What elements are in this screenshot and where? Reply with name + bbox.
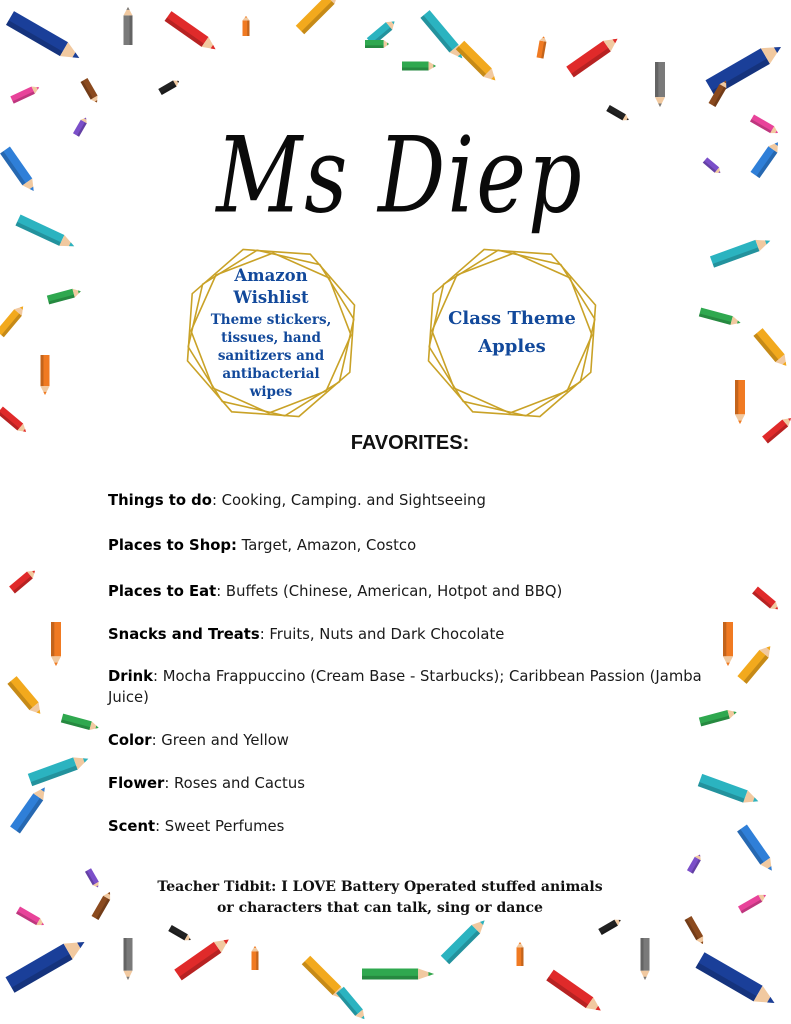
colored-pencil-icon xyxy=(537,36,548,59)
teacher-tidbit xyxy=(100,877,660,919)
colored-pencil-icon xyxy=(752,587,781,613)
colored-pencil-icon xyxy=(73,116,89,137)
favorite-value: : Buffets (Chinese, American, Hotpot and BBQ) xyxy=(216,583,563,600)
colored-pencil-icon xyxy=(243,16,250,36)
favorite-label: Snacks and Treats xyxy=(108,626,260,643)
colored-pencil-icon xyxy=(6,934,89,993)
colored-pencil-icon xyxy=(566,33,621,77)
colored-pencil-icon xyxy=(365,40,389,48)
colored-pencil-icon xyxy=(641,938,650,980)
colored-pencil-icon xyxy=(28,753,91,786)
colored-pencil-icon xyxy=(696,952,779,1011)
colored-pencil-icon xyxy=(15,215,76,252)
colored-pencil-icon xyxy=(10,84,41,104)
colored-pencil-icon xyxy=(124,938,133,980)
favorite-scent xyxy=(108,816,718,837)
favorite-value: : Green and Yellow xyxy=(151,732,289,749)
colored-pencil-icon xyxy=(685,916,707,946)
favorite-value: : Sweet Perfumes xyxy=(155,818,285,835)
colored-pencil-icon xyxy=(252,946,259,970)
colored-pencil-icon xyxy=(7,676,44,717)
colored-pencil-icon xyxy=(753,328,790,369)
colored-pencil-icon xyxy=(168,925,192,943)
colored-pencil-icon xyxy=(441,916,489,964)
favorite-value: Target, Amazon, Costco xyxy=(236,537,417,554)
colored-pencil-icon xyxy=(699,308,742,328)
colored-pencil-icon xyxy=(750,115,780,137)
colored-pencil-icon xyxy=(737,642,774,683)
colored-pencil-icon xyxy=(0,303,27,337)
colored-pencil-icon xyxy=(51,622,61,666)
favorite-label: Drink xyxy=(108,668,154,685)
colored-pencil-icon xyxy=(655,62,665,107)
colored-pencil-icon xyxy=(85,868,101,889)
favorite-flower xyxy=(108,773,718,794)
colored-pencil-icon xyxy=(606,105,630,123)
amazon-wishlist-badge xyxy=(176,238,366,428)
colored-pencil-icon xyxy=(158,78,181,95)
favorite-value: : Fruits, Nuts and Dark Chocolate xyxy=(259,626,505,643)
favorite-snacks-and-treats xyxy=(108,624,718,645)
favorite-places-to-eat xyxy=(108,581,718,602)
page-title: Ms Diep xyxy=(216,113,584,237)
favorite-color xyxy=(108,730,718,751)
favorite-value: : Cooking, Camping. and Sightseeing xyxy=(211,492,486,509)
class-theme-badge xyxy=(417,238,607,428)
colored-pencil-icon xyxy=(706,39,786,96)
wishlist-title: Amazon Wishlist xyxy=(233,266,309,307)
colored-pencil-icon xyxy=(517,942,524,966)
favorites-heading: FAVORITES: xyxy=(350,432,470,454)
colored-pencil-icon xyxy=(699,708,738,727)
colored-pencil-icon xyxy=(174,934,232,980)
favorite-label: Places to Shop: xyxy=(108,537,237,554)
colored-pencil-icon xyxy=(124,7,133,45)
colored-pencil-icon xyxy=(738,892,768,914)
colored-pencil-icon xyxy=(723,622,733,666)
colored-pencil-icon xyxy=(165,11,219,54)
favorite-label: Flower xyxy=(108,775,165,792)
wishlist-items: Theme stickers, tissues, hand sanitizers and antibacterial wipes xyxy=(210,312,332,400)
colored-pencil-icon xyxy=(9,567,38,593)
colored-pencil-icon xyxy=(6,11,83,65)
colored-pencil-icon xyxy=(420,10,466,62)
favorite-drink xyxy=(108,666,718,708)
colored-pencil-icon xyxy=(61,714,100,733)
colored-pencil-icon xyxy=(362,969,434,980)
favorite-places-to-shop xyxy=(108,535,718,556)
favorite-label: Things to do xyxy=(108,492,212,509)
colored-pencil-icon xyxy=(703,157,723,175)
colored-pencil-icon xyxy=(598,917,622,935)
colored-pencil-icon xyxy=(687,853,703,874)
colored-pencil-icon xyxy=(16,907,46,929)
favorite-things-to-do xyxy=(108,490,718,511)
favorite-value: : Roses and Cactus xyxy=(164,775,305,792)
class-theme-title: Class Theme Apples xyxy=(448,308,576,357)
colored-pencil-icon xyxy=(750,139,782,178)
colored-pencil-icon xyxy=(81,78,101,105)
favorite-label: Color xyxy=(108,732,152,749)
colored-pencil-icon xyxy=(296,0,343,34)
colored-pencil-icon xyxy=(41,355,50,395)
favorite-label: Places to Eat xyxy=(108,583,217,600)
colored-pencil-icon xyxy=(737,825,777,874)
colored-pencil-icon xyxy=(546,970,604,1016)
colored-pencil-icon xyxy=(0,147,39,195)
favorite-value: : Mocha Frappuccino (Cream Base - Starbucks); Caribbean Passion (Jamba Juice) xyxy=(108,668,702,706)
colored-pencil-icon xyxy=(10,784,50,833)
favorite-label: Scent xyxy=(108,818,156,835)
colored-pencil-icon xyxy=(0,407,29,436)
tidbit-line-2: or characters that can talk, sing or dance xyxy=(217,900,543,916)
colored-pencil-icon xyxy=(402,62,436,71)
colored-pencil-icon xyxy=(336,987,368,1023)
colored-pencil-icon xyxy=(47,287,82,304)
tidbit-line-1: Teacher Tidbit: I LOVE Battery Operated stuffed animals xyxy=(157,879,603,895)
colored-pencil-icon xyxy=(710,235,772,267)
colored-pencil-icon xyxy=(735,380,745,424)
